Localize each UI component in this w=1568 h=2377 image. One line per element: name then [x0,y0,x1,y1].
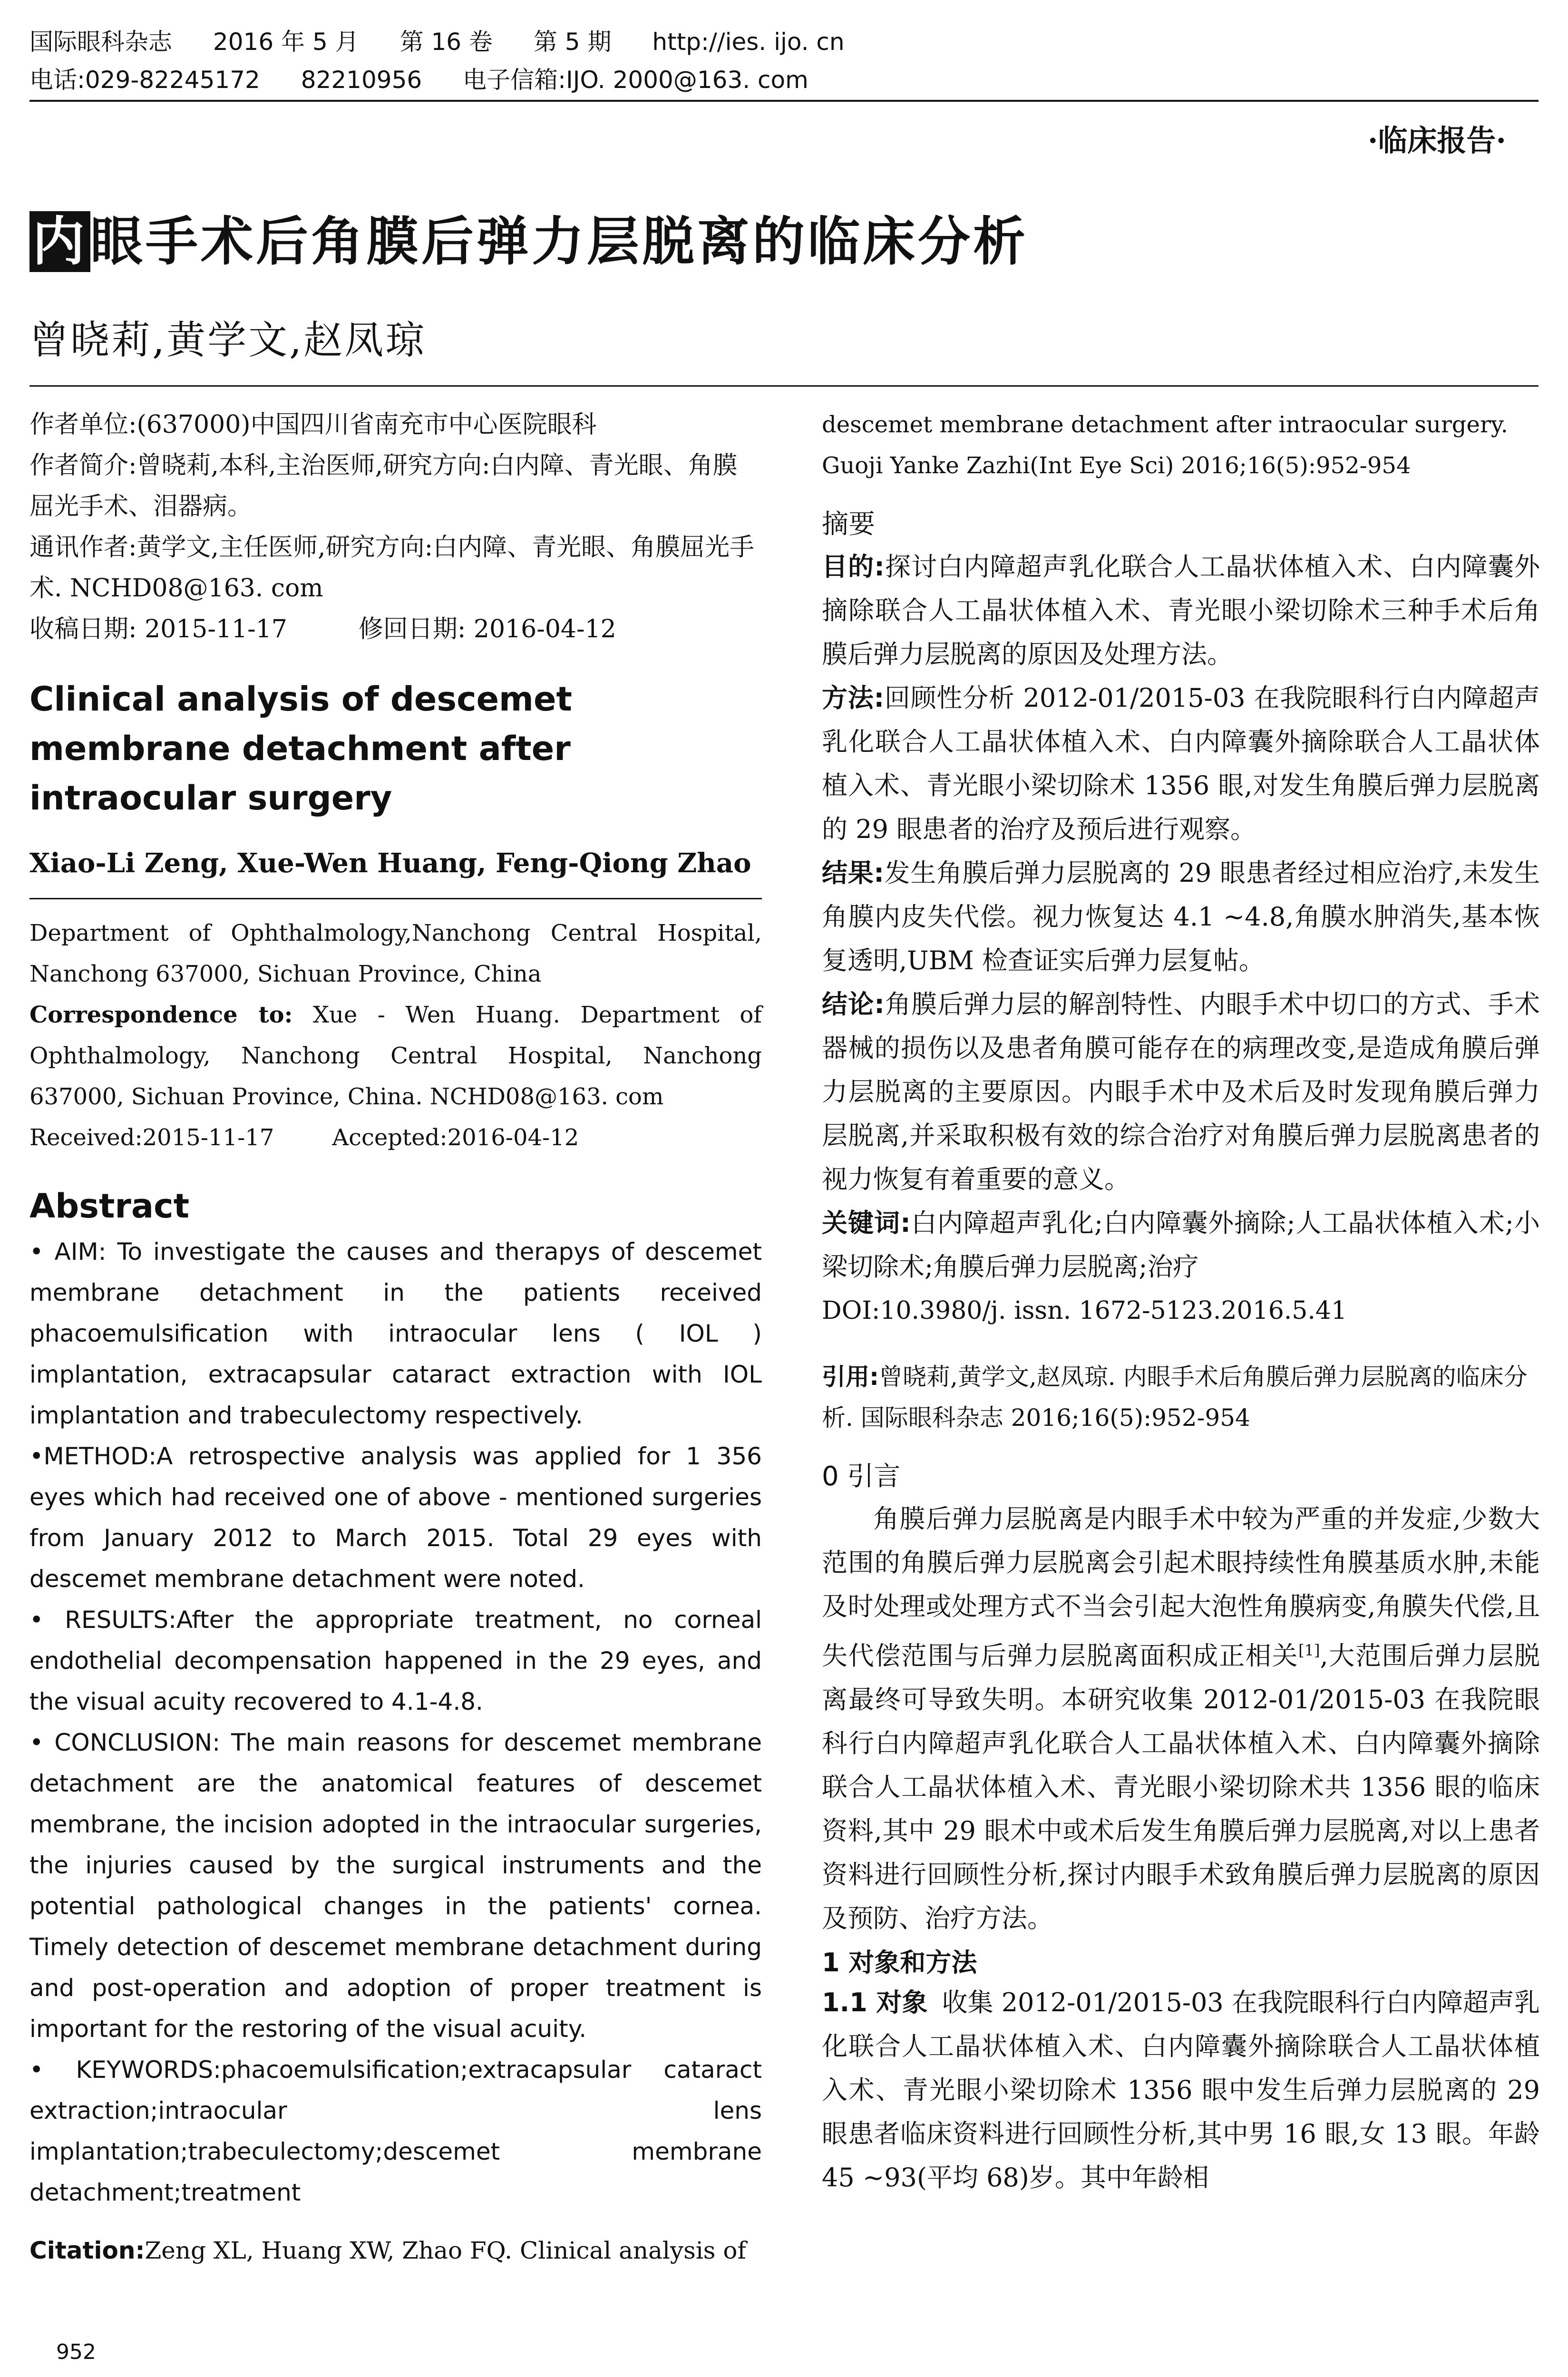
cn-conclusion-text: 角膜后弹力层的解剖特性、内眼手术中切口的方式、手术器械的损伤以及患者角膜可能存在的病理改变,是造成角膜后弹力层脱离的主要原因。内眼手术中及术后及时发现角膜后弹力层脱离,并采取积极有效的综合治疗对角膜后弹力层脱离患者的视力恢复有着重要的意义。 [822,989,1540,1194]
cn-keywords-text: 白内障超声乳化;白内障囊外摘除;人工晶状体植入术;小梁切除术;角膜后弹力层脱离;治疗 [822,1208,1540,1282]
left-column [29,404,762,2282]
abstract-method: •METHOD:A retrospective analysis was applied for 1 356 eyes which had received one of above - mentioned surgeries from January 2012 to March 2015. Total 29 eyes with descemet membrane detachment were noted. [29,1442,762,1593]
citation-label: Citation: [29,2237,145,2264]
cn-result-text: 发生角膜后弹力层脱离的 29 眼患者经过相应治疗,未发生角膜内皮失代偿。视力恢复达 4.1 ~4.8,角膜水肿消失,基本恢复透明,UBM 检查证实后弹力层复帖。 [822,858,1540,975]
cn-citation-text: 曾晓莉,黄学文,赵凤琼. 内眼手术后角膜后弹力层脱离的临床分析. 国际眼科杂志 2016;16(5):952-954 [822,1363,1528,1432]
intro-text-b: ,大范围后弹力层脱离最终可导致失明。本研究收集 2012-01/2015-03 在我院眼科行白内障超声乳化联合人工晶状体植入术、白内障囊外摘除联合人工晶状体植入术、青光眼小梁切除术共 1356 眼的临床资料,其中 29 眼术中或术后发生角膜后弹力层脱离,对以上患者资料进行回顾性分析,探讨内眼手术致角膜后弹力层脱离的原因及预防、治疗方法。 [822,1641,1540,1933]
received-date: 收稿日期: 2015-11-17 [29,615,287,643]
volume: 第 16 卷 [399,28,493,56]
intro-text-a: 角膜后弹力层脱离是内眼手术中较为严重的并发症,少数大范围的角膜后弹力层脱离会引起术眼持续性角膜基质水肿,未能及时处理或处理方式不当会引起大泡性角膜病变,角膜失代偿,且失代偿范围与后弹力层脱离面积成正相关 [822,1504,1540,1671]
cn-citation-label: 引用: [822,1363,879,1391]
email: 电子信箱:IJO. 2000@163. com [463,66,808,94]
cn-result [822,851,1540,983]
doi[interactable]: DOI:10.3980/j. issn. 1672-5123.2016.5.41 [822,1296,1347,1325]
intro-paragraph [822,1497,1540,1940]
methods-heading: 1 对象和方法 [822,1948,977,1978]
intro-heading: 0 引言 [822,1461,901,1492]
article-title [29,200,1028,275]
cn-method-text: 回顾性分析 2012-01/2015-03 在我院眼科行白内障超声乳化联合人工晶状体植入术、白内障囊外摘除联合人工晶状体植入术、青光眼小梁切除术 1356 眼,对发生角膜后弹力层脱离的 29 眼患者的治疗及预后进行观察。 [822,683,1540,844]
journal-url[interactable]: http://ies. ijo. cn [652,28,845,56]
authors-cn: 曾晓莉,黄学文,赵凤琼 [29,318,427,363]
citation [29,2230,762,2271]
subjects-text: 收集 2012-01/2015-03 在我院眼科行白内障超声乳化联合人工晶状体植入术、白内障囊外摘除联合人工晶状体植入术、青光眼小梁切除术 1356 眼中发生后弹力层脱离的 29 眼患者临床资料进行回顾性分析,其中男 16 眼,女 13 眼。年龄 45 ~93(平均 68)岁。其中年龄相 [822,1987,1540,2192]
affiliation [29,913,762,1158]
dates-cn [29,609,762,650]
abstract-keywords: • KEYWORDS:phacoemulsification;extracapsular cataract extraction;intraocular lens implantation;trabeculectomy;descemet membrane detachment;treatment [29,2056,762,2206]
header-line-2 [29,61,1539,99]
english-title: Clinical analysis of descemet membrane detachment after intraocular surgery [29,680,572,818]
cn-abstract-heading: 摘要 [822,509,875,540]
cn-citation [822,1356,1540,1438]
header-line-1 [29,23,1539,61]
cn-result-label: 结果: [822,858,884,888]
cn-keywords [822,1201,1540,1289]
correspondence [29,994,762,1117]
journal-name: 国际眼科杂志 [29,28,172,56]
issue-date: 2016 年 5 月 [213,28,359,56]
citation-text: Zeng XL, Huang XW, Zhao FQ. Clinical analysis of [145,2237,746,2264]
title-rest: 眼手术后角膜后弹力层脱离的临床分析 [90,211,1028,272]
abstract-heading: Abstract [29,1187,190,1226]
cn-aim-text: 探讨白内障超声乳化联合人工晶状体植入术、白内障囊外摘除联合人工晶状体植入术、青光眼小梁切除术三种手术后角膜后弹力层脱离的原因及处理方法。 [822,552,1540,669]
corresponding-author: 通讯作者:黄学文,主任医师,研究方向:白内障、青光眼、角膜屈光手术. NCHD08@163. com [29,533,755,603]
phone: 电话:029-82245172 [29,66,260,94]
subjects-paragraph [822,1981,1540,2200]
reference-1[interactable]: [1] [1298,1641,1320,1659]
right-column [822,404,1540,2282]
cn-aim-label: 目的: [822,552,885,582]
journal-header [29,23,1539,99]
subjects-label: 1.1 对象 [822,1987,928,2017]
author-meta [29,404,762,650]
issue: 第 5 期 [533,28,612,56]
cn-conclusion-label: 结论: [822,989,885,1019]
cn-keywords-label: 关键词: [822,1208,911,1238]
abstract-conclusion: • CONCLUSION: The main reasons for descemet membrane detachment are the anatomical features of descemet membrane, the incision adopted in the intraocular surgeries, the injuries caused by the surgical instruments and the potential pathological changes in the patients' cornea. Timely detection of descemet membrane detachment during and post-operation and adoption of proper treatment is important for the restoring of the visual acuity. [29,1729,762,2043]
department: Department of Ophthalmology,Nanchong Central Hospital, Nanchong 637000, Sichuan Province, China [29,920,762,987]
title-first-char: 内 [29,211,90,272]
cn-aim [822,545,1540,676]
title-rule [29,385,1539,387]
page-number: 952 [56,2340,96,2364]
author-unit: 作者单位:(637000)中国四川省南充市中心医院眼科 [29,410,597,439]
correspondence-text: Xue - Wen Huang. Department of Ophthalmology, Nanchong Central Hospital, Nanchong 637000, Sichuan Province, China. NCHD08@163. com [29,1002,762,1110]
abstract-results: • RESULTS:After the appropriate treatment, no corneal endothelial decompensation happened in the 29 eyes, and the visual acuity recovered to 4.1-4.8. [29,1606,762,1715]
correspondence-label: Correspondence to: [29,1002,293,1028]
received-accepted: Received:2015-11-17 Accepted:2016-04-12 [29,1124,579,1151]
section-tag: ·临床报告· [1367,123,1506,158]
abstract-aim: • AIM: To investigate the causes and therapys of descemet membrane detachment in the patients received phacoemulsification with intraocular lens ( IOL ) implantation, extracapsular cataract extraction with IOL implantation and trabeculectomy respectively. [29,1238,762,1429]
cn-method [822,676,1540,851]
cn-method-label: 方法: [822,683,885,713]
affil-rule [29,898,762,899]
header-rule [29,100,1539,102]
author-intro: 作者简介:曾晓莉,本科,主治医师,研究方向:白内障、青光眼、角膜屈光手术、泪器病。 [29,451,738,521]
cn-conclusion [822,983,1540,1201]
english-authors: Xiao-Li Zeng, Xue-Wen Huang, Feng-Qiong Zhao [29,848,751,879]
phone-2: 82210956 [301,66,422,94]
citation-continued: descemet membrane detachment after intraocular surgery. Guoji Yanke Zazhi(Int Eye Sci) 2016;16(5):952-954 [822,411,1508,479]
revised-date: 修回日期: 2016-04-12 [358,615,616,643]
